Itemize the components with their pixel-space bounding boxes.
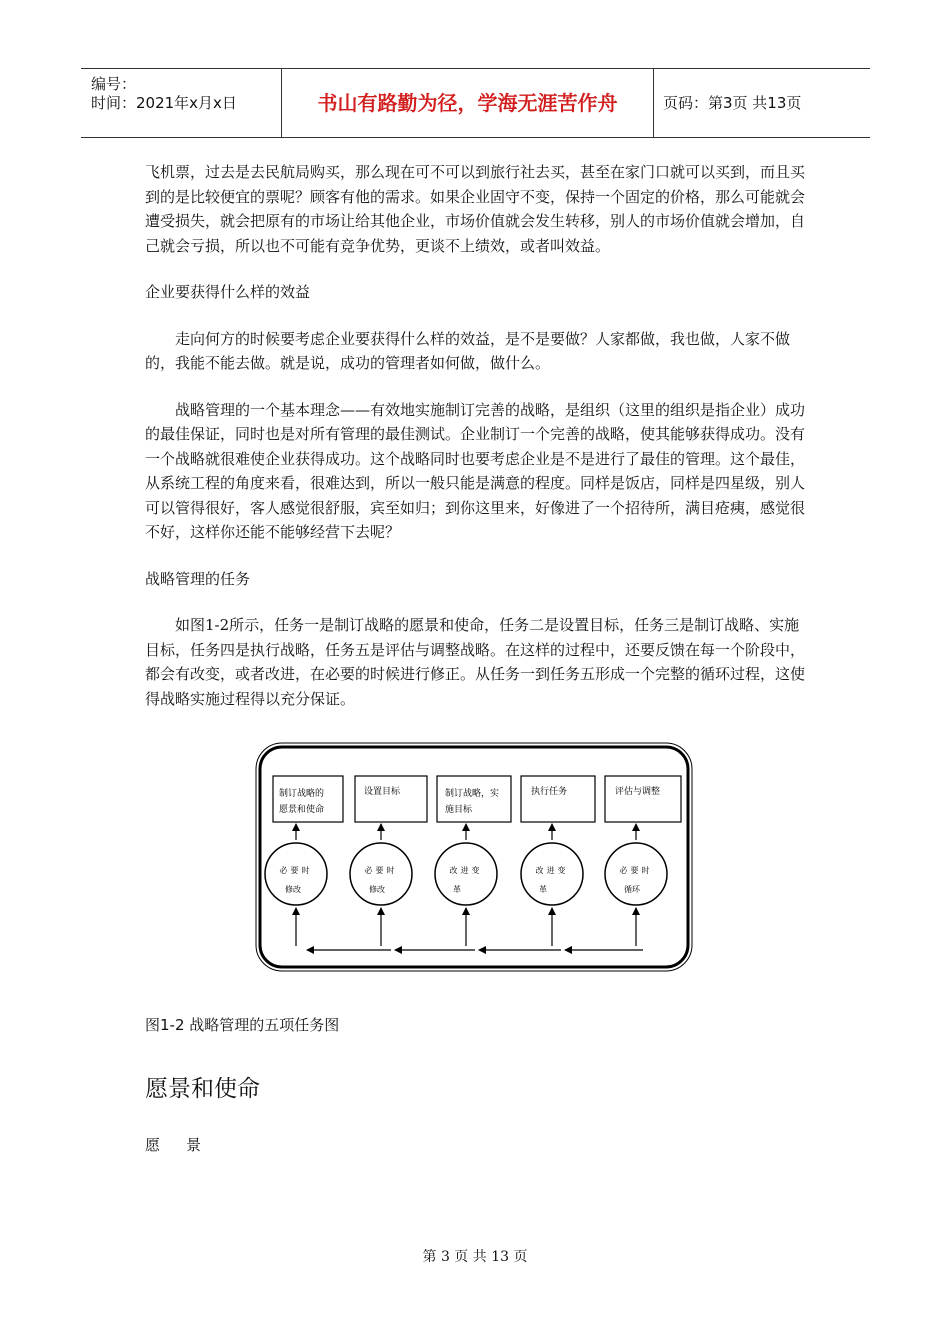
subsection-heading-vision: 愿景 [145, 1136, 228, 1154]
paragraph-2: 走向何方的时候要考虑企业要获得什么样的效益，是不是要做？人家都做，我也做，人家不做的，我能不能去做。就是说，成功的管理者如何做，做什么。 [145, 329, 791, 372]
feedback-circle-5-line1: 必要时 [619, 866, 653, 875]
feedback-circle-5-line2: 循环 [624, 885, 640, 894]
paragraph-4: 如图1-2所示，任务一是制订战略的愿景和使命，任务二是设置目标，任务三是制订战略、实施目标，任务四是执行战略，任务五是评估与调整战略。在这样的过程中，还要反馈在每一个阶段中，都会有改变，或者改进，在必要的时候进行修正。从任务一到任务五形成一个完整的循环过程，这使得战略实施过程得以充分保证。 [145, 616, 806, 708]
subheading-tasks: 战略管理的任务 [145, 569, 251, 588]
page-footer: 第 3 页 共 13 页 [422, 1249, 528, 1265]
paragraph-3: 战略管理的一个基本理念——有效地实施制订完善的战略，是组织（这里的组织是指企业）成功的最佳保证，同时也是对所有管理的最佳测试。企业制订一个完善的战略，使其能够获得成功。没有一个战略就很难使企业获得成功。这个战略同时也要考虑企业是不是进行了最佳的管理。这个最佳，从系统工程的角度来看，很难达到，所以一般只能是满意的程度。同样是饭店，同样是四星级，别人可以管得很好，客人感觉很舒服，宾至如归；到你这里来，好像进了一个招待所，满目疮痍，感觉很不好，这样你还能不能够经营下去呢？ [145, 400, 806, 541]
task-box-5 [605, 776, 681, 822]
task-box-5-line1: 评估与调整 [615, 787, 661, 797]
task-box-2 [355, 776, 427, 822]
feedback-circle-4-line2: 革 [539, 885, 547, 894]
task-boxes [273, 776, 681, 822]
main-content [145, 160, 807, 711]
feedback-circle-4 [521, 843, 583, 905]
task-box-4-line1: 执行任务 [531, 787, 568, 797]
subheading-benefit: 企业要获得什么样的效益 [145, 283, 311, 301]
task-box-3-line2: 施目标 [445, 805, 473, 815]
paragraph-1: 飞机票，过去是去民航局购买，那么现在可不可以到旅行社去买，甚至在家门口就可以买到，而且买到的是比较便宜的票呢？顾客有他的需求。如果企业固守不变，保持一个固定的价格，那么可能就会遭受损失，就会把原有的市场让给其他企业，市场价值就会发生转移，别人的市场价值就会增加，自己就会亏损，所以也不可能有竞争优势，更谈不上绩效，或者叫效益。 [145, 163, 806, 255]
task-box-3-line1: 制订战略，实 [445, 789, 500, 799]
feedback-circle-3-line1: 改进变 [449, 866, 483, 875]
feedback-circle-1-line2: 修改 [285, 885, 301, 894]
up-arrows-to-circles [296, 908, 636, 946]
feedback-circles [265, 843, 667, 905]
document-number-label: 编号： [91, 75, 137, 93]
task-box-1-line2: 愿景和使命 [279, 805, 325, 815]
header-motto: 书山有路勤为径，学海无涯苦作舟 [282, 69, 654, 137]
feedback-circle-1-line1: 必要时 [279, 866, 313, 875]
feedback-circle-3-line2: 革 [453, 885, 461, 894]
feedback-circle-1 [265, 843, 327, 905]
page-header [81, 68, 870, 138]
task-box-3 [437, 776, 511, 822]
feedback-circle-4-line1: 改进变 [535, 866, 569, 875]
feedback-circle-2 [350, 843, 412, 905]
strategy-task-diagram [255, 742, 693, 972]
task-box-2-line1: 设置目标 [364, 787, 401, 797]
feedback-circle-5 [605, 843, 667, 905]
task-box-1 [273, 776, 343, 822]
header-page-info: 页码：第3页 共13页 [663, 94, 802, 112]
feedback-circle-2-line2: 修改 [369, 885, 385, 894]
section-heading-vision-mission: 愿景和使命 [145, 1076, 260, 1102]
figure-caption: 图1-2 战略管理的五项任务图 [145, 1016, 340, 1034]
task-box-4 [521, 776, 595, 822]
header-left-cell [81, 69, 282, 137]
feedback-circle-3 [435, 843, 497, 905]
up-arrows-to-tasks [296, 824, 636, 840]
feedback-circle-2-line1: 必要时 [364, 866, 398, 875]
document-time-label: 时间：2021年x月x日 [91, 94, 237, 112]
task-box-1-line1: 制订战略的 [279, 789, 325, 799]
